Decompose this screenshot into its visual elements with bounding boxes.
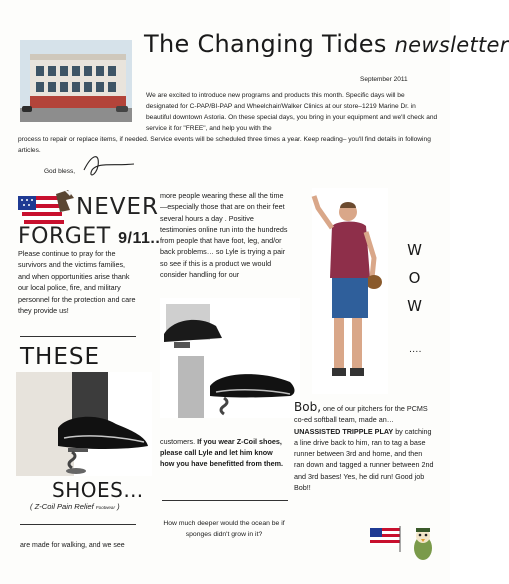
zcoil-subtitle-end: ) [117, 502, 120, 511]
bob-lead: one of our pitchers for the PCMS co-ed softball team, made an… [294, 404, 428, 425]
customers-lead: customers. [160, 437, 196, 446]
divider-left-bottom [20, 524, 136, 525]
nine-eleven-date: 9/11.. [118, 230, 161, 247]
bob-name: Bob, [294, 400, 322, 414]
bob-article [294, 402, 434, 493]
title-main: The Changing Tides [144, 30, 387, 58]
these-heading: THESE [20, 344, 101, 370]
customers-call-to-action: If you wear Z-Coil shoes, please call Lyle and let him know how you have benefitted from them. [160, 437, 283, 469]
forget-word: FORGET [18, 224, 111, 249]
closing-god-bless: God bless, [44, 168, 76, 175]
signature-icon [78, 148, 136, 182]
issue-date: September 2011 [360, 76, 408, 83]
shoes-article-start: are made for walking, and we see [20, 542, 125, 549]
zcoil-shoe-photo-middle [160, 298, 300, 418]
never-forget-body: Please continue to pray for the survivors and the victims families, and when opportunities arise thank our local police, fire, and military personnel for the protection and care they provide us! [18, 249, 136, 316]
zcoil-subtitle-text: ( Z-Coil Pain Relief [30, 502, 94, 511]
bob-rest: by catching a line drive back to him, ran to tag a base runner between 3rd and home, and then ran down and tagged a runner between 2nd and 3rd bases! Yes, he did run! Good job Bob!! [294, 426, 434, 493]
wow-letter-3: W [407, 297, 423, 315]
intro-paragraph-b: process to repair or replace items, if needed. Service events will be scheduled three times a year. Keep reading– you'll find details in following articles. [18, 136, 431, 154]
zcoil-subtitle [30, 502, 120, 511]
store-building-photo [20, 40, 132, 122]
wow-letter-1: W [407, 241, 423, 259]
newsletter-title [144, 30, 509, 58]
divider-middle [162, 500, 288, 501]
zcoil-shoe-photo-left [16, 372, 152, 476]
title-suffix: newsletter [394, 33, 509, 57]
never-heading: NEVER [76, 194, 159, 220]
intro-paragraph-a: We are excited to introduce new programs and products this month. Specific days will be designated for C-PAP/BI-PAP and Wheelchair/Walker Clinics at our store–1219 Marine Dr. in beautiful downtown Astoria. On these special days, you bring in your equipment and we'll check and service it for "FREE", and help you with the [146, 92, 438, 132]
wow-dots: …. [408, 344, 422, 355]
bob-triple-play: UNASSISTED TRIPPLE PLAY [294, 426, 394, 436]
shoes-article-middle: more people wearing these all the time—especially those that are on their feet several hours a day . Positive testimonies online run into the hundreds from people that have foot, leg, and/or back problems… so Lyle is trying a pair so see if this is a product we would consider handling for our [160, 191, 288, 280]
shoes-heading: SHOES… [52, 478, 144, 502]
wow-letter-2: O [408, 269, 422, 287]
divider-left-top [20, 336, 136, 337]
shoes-article-customers [160, 436, 288, 470]
zcoil-subtitle-small: Footwear [95, 505, 116, 510]
softball-pitcher-photo [312, 188, 388, 394]
sponge-quote: How much deeper would the ocean be if sponges didn't grow in it? [163, 520, 285, 538]
small-american-flag-icon [368, 520, 402, 554]
cartoon-bird-icon [408, 524, 438, 564]
wow-vertical-text [392, 236, 438, 320]
forget-heading [18, 224, 160, 249]
